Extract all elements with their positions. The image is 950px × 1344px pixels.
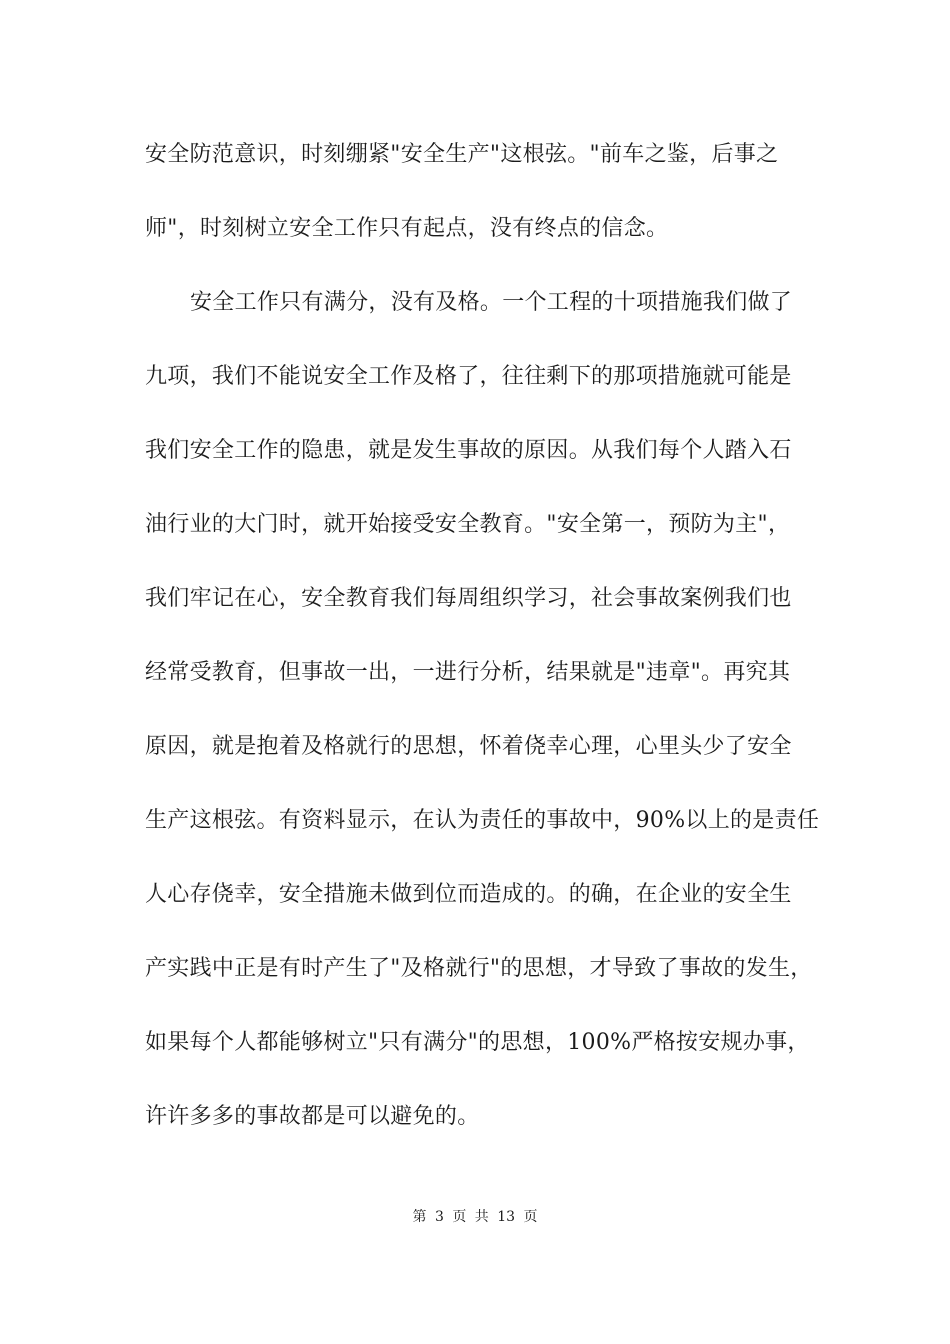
body-line-11: 人心存侥幸，安全措施未做到位而造成的。的确，在企业的安全生: [145, 882, 792, 907]
footer-total-pages: 13: [497, 1209, 516, 1225]
body-line-1: 安全防范意识，时刻绷紧"安全生产"这根弦。"前车之鉴，后事之: [145, 142, 779, 167]
body-line-13: 如果每个人都能够树立"只有满分"的思想，100%严格按安规办事，: [145, 1030, 810, 1055]
footer-total-prefix: 共: [474, 1209, 489, 1225]
body-line-5: 我们安全工作的隐患，就是发生事故的原因。从我们每个人踏入石: [145, 438, 792, 463]
footer-suffix: 页: [523, 1209, 538, 1225]
body-line-2: 师"，时刻树立安全工作只有起点，没有终点的信念。: [145, 216, 669, 241]
page-footer: [0, 1208, 950, 1226]
footer-page-word: 页: [452, 1209, 467, 1225]
body-line-14: 许许多多的事故都是可以避免的。: [145, 1104, 480, 1129]
body-line-6: 油行业的大门时，就开始接受安全教育。"安全第一，预防为主"，: [145, 512, 791, 537]
body-line-4: 九项，我们不能说安全工作及格了，往往剩下的那项措施就可能是: [145, 364, 792, 389]
body-line-12: 产实践中正是有时产生了"及格就行"的思想，才导致了事故的发生，: [145, 956, 813, 981]
body-line-7: 我们牢记在心，安全教育我们每周组织学习，社会事故案例我们也: [145, 586, 792, 611]
body-line-9: 原因，就是抱着及格就行的思想，怀着侥幸心理，心里头少了安全: [145, 734, 792, 759]
footer-prefix: 第: [412, 1209, 427, 1225]
body-line-10: 生产这根弦。有资料显示，在认为责任的事故中，90%以上的是责任: [145, 808, 820, 833]
footer-current-page: 3: [434, 1209, 444, 1225]
body-line-3: 安全工作只有满分，没有及格。一个工程的十项措施我们做了: [190, 290, 793, 315]
body-line-8: 经常受教育，但事故一出，一进行分析，结果就是"违章"。再究其: [145, 660, 791, 685]
